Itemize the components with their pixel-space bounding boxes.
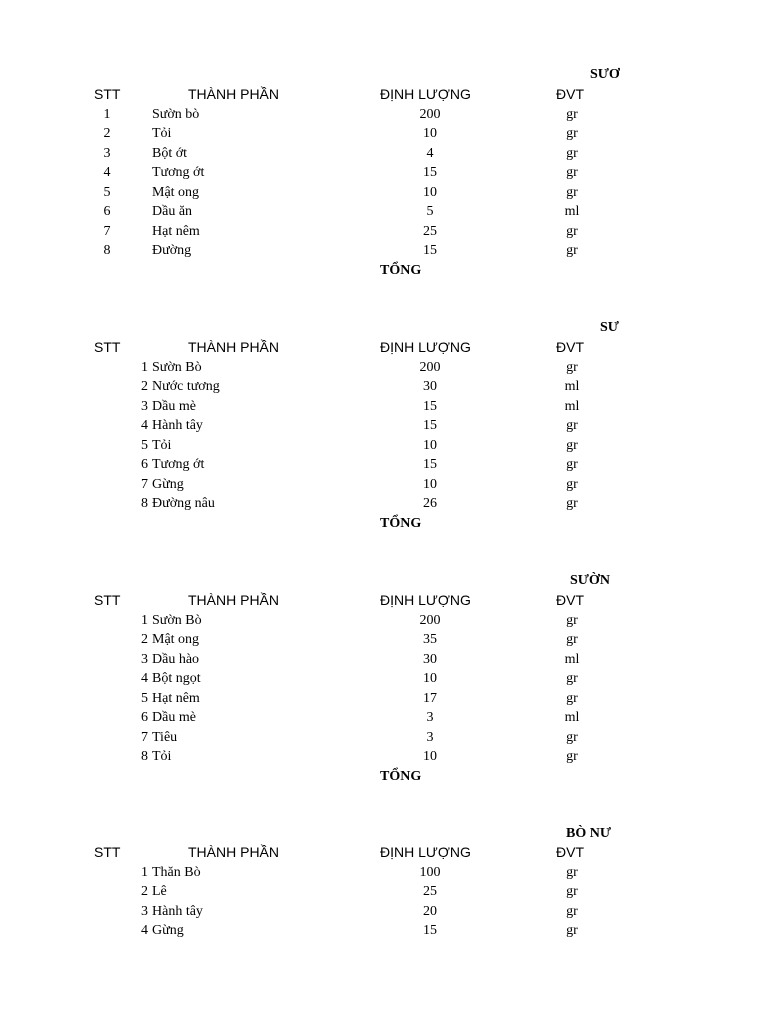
row-unit: gr [566, 418, 578, 433]
row-stt: 6 [141, 457, 148, 472]
column-header-row [0, 843, 768, 863]
column-header-row [0, 591, 768, 611]
row-quantity: 100 [419, 864, 441, 880]
row-unit: ml [564, 398, 580, 414]
table-row [0, 921, 768, 941]
row-ingredient: Tỏi [152, 749, 172, 764]
table-row [0, 436, 768, 456]
row-stt: 2 [141, 632, 148, 647]
row-quantity: 17 [423, 690, 437, 706]
row-stt: 2 [103, 126, 111, 141]
row-quantity: 26 [423, 496, 437, 511]
section-title: SƯỜN [570, 573, 610, 588]
row-stt: 7 [141, 476, 148, 492]
table-row [0, 494, 768, 514]
row-stt: 4 [141, 671, 148, 686]
total-label: TỔNG [380, 768, 422, 784]
header-stt: STT [94, 844, 121, 860]
row-unit: gr [566, 126, 578, 141]
row-quantity: 20 [423, 903, 437, 919]
row-quantity: 10 [423, 671, 437, 686]
row-quantity: 10 [423, 437, 437, 453]
row-ingredient: Bột ngọt [152, 671, 201, 686]
row-stt: 2 [141, 884, 148, 899]
row-ingredient: Sườn Bò [152, 359, 202, 375]
row-stt: 1 [141, 864, 148, 880]
row-quantity: 15 [423, 398, 437, 414]
header-unit: ĐVT [556, 592, 584, 608]
row-quantity: 10 [423, 126, 437, 141]
row-quantity: 3 [426, 729, 434, 745]
table-row [0, 455, 768, 475]
row-unit: gr [566, 359, 578, 375]
row-ingredient: Gừng [152, 923, 184, 938]
row-quantity: 15 [423, 457, 437, 472]
table-row [0, 708, 768, 728]
row-ingredient: Tương ớt [152, 457, 205, 472]
row-unit: gr [566, 457, 578, 472]
row-ingredient: Hạt nêm [152, 223, 200, 239]
table-row [0, 105, 768, 125]
row-quantity: 30 [423, 651, 437, 667]
table-row [0, 630, 768, 650]
row-unit: gr [566, 612, 578, 628]
total-row [0, 767, 768, 787]
table-row [0, 689, 768, 709]
row-unit: gr [566, 243, 578, 258]
section-title-row [0, 824, 768, 844]
row-ingredient: Tiêu [152, 729, 178, 745]
table-row [0, 416, 768, 436]
row-unit: gr [566, 223, 578, 239]
row-ingredient: Mật ong [152, 184, 200, 200]
row-unit: ml [564, 204, 580, 219]
row-ingredient: Sườn bò [152, 106, 200, 122]
row-ingredient: Bột ớt [152, 145, 188, 161]
row-stt: 8 [141, 496, 148, 511]
table-row [0, 863, 768, 883]
row-quantity: 35 [423, 632, 437, 647]
header-stt: STT [94, 339, 121, 355]
header-ingredient: THÀNH PHẦN [188, 339, 280, 355]
row-stt: 3 [103, 145, 111, 161]
row-stt: 4 [141, 923, 148, 938]
table-row [0, 728, 768, 748]
row-ingredient: Lê [152, 884, 167, 899]
row-stt: 3 [141, 651, 148, 667]
table-row [0, 747, 768, 767]
row-stt: 5 [103, 184, 111, 200]
header-quantity: ĐỊNH LƯỢNG [380, 844, 471, 860]
row-ingredient: Đường [152, 243, 192, 258]
table-row [0, 882, 768, 902]
header-quantity: ĐỊNH LƯỢNG [380, 86, 471, 102]
row-stt: 8 [141, 749, 148, 764]
table-row [0, 163, 768, 183]
header-ingredient: THÀNH PHẦN [188, 86, 280, 102]
table-row [0, 475, 768, 495]
row-stt: 2 [141, 379, 148, 394]
row-quantity: 15 [423, 923, 437, 938]
header-quantity: ĐỊNH LƯỢNG [380, 592, 471, 608]
row-ingredient: Nước tương [152, 379, 220, 394]
row-ingredient: Gừng [152, 476, 184, 492]
row-ingredient: Dầu mè [152, 710, 196, 725]
row-stt: 7 [141, 729, 148, 745]
total-label: TỔNG [380, 262, 422, 278]
row-quantity: 25 [423, 884, 437, 899]
row-unit: gr [566, 864, 578, 880]
header-quantity: ĐỊNH LƯỢNG [380, 339, 471, 355]
row-ingredient: Dầu mè [152, 398, 196, 414]
row-stt: 5 [141, 437, 148, 453]
section-title: BÒ NƯ [566, 826, 611, 841]
row-stt: 7 [103, 223, 111, 239]
header-unit: ĐVT [556, 339, 584, 355]
row-ingredient: Tỏi [152, 126, 172, 141]
row-unit: gr [566, 690, 578, 706]
row-ingredient: Tương ớt [152, 165, 205, 180]
section-title: SƯƠ [590, 67, 620, 82]
row-quantity: 200 [419, 612, 441, 628]
row-quantity: 200 [419, 106, 441, 122]
row-quantity: 10 [423, 184, 437, 200]
table-row [0, 669, 768, 689]
section-title: SƯ [600, 320, 619, 335]
column-header-row [0, 85, 768, 105]
row-stt: 3 [141, 398, 148, 414]
row-stt: 6 [141, 710, 148, 725]
row-ingredient: Thăn Bò [152, 864, 201, 880]
total-row [0, 514, 768, 534]
row-stt: 4 [103, 165, 111, 180]
row-unit: gr [566, 437, 578, 453]
table-row [0, 222, 768, 242]
table-row [0, 144, 768, 164]
row-unit: gr [566, 671, 578, 686]
row-unit: gr [566, 476, 578, 492]
row-ingredient: Dầu ăn [152, 204, 193, 219]
table-row [0, 124, 768, 144]
table-row [0, 241, 768, 261]
row-quantity: 4 [426, 145, 434, 161]
table-row [0, 358, 768, 378]
table-row [0, 183, 768, 203]
row-quantity: 30 [423, 379, 437, 394]
row-ingredient: Dầu hào [152, 651, 200, 667]
header-unit: ĐVT [556, 86, 584, 102]
row-unit: gr [566, 729, 578, 745]
row-ingredient: Đường nâu [152, 496, 215, 511]
row-unit: gr [566, 884, 578, 899]
column-header-row [0, 338, 768, 358]
row-unit: gr [566, 923, 578, 938]
row-ingredient: Tỏi [152, 437, 172, 453]
section-title-row [0, 318, 768, 338]
row-unit: ml [564, 710, 580, 725]
row-quantity: 3 [426, 710, 434, 725]
header-ingredient: THÀNH PHẦN [188, 844, 280, 860]
row-ingredient: Hành tây [152, 418, 203, 433]
row-unit: ml [564, 651, 580, 667]
row-unit: gr [566, 632, 578, 647]
row-ingredient: Sườn Bò [152, 612, 202, 628]
section-title-row [0, 65, 768, 85]
row-quantity: 10 [423, 749, 437, 764]
header-unit: ĐVT [556, 844, 584, 860]
row-quantity: 5 [426, 204, 434, 219]
row-unit: ml [564, 379, 580, 394]
section-title-row [0, 571, 768, 591]
row-stt: 1 [103, 106, 111, 122]
row-unit: gr [566, 749, 578, 764]
header-stt: STT [94, 592, 121, 608]
row-stt: 4 [141, 418, 148, 433]
row-stt: 3 [141, 903, 148, 919]
row-quantity: 25 [423, 223, 437, 239]
row-ingredient: Mật ong [152, 632, 200, 647]
total-label: TỔNG [380, 515, 422, 531]
row-quantity: 10 [423, 476, 437, 492]
row-quantity: 15 [423, 243, 437, 258]
row-unit: gr [566, 145, 578, 161]
row-stt: 1 [141, 612, 148, 628]
row-quantity: 200 [419, 359, 441, 375]
table-row [0, 202, 768, 222]
row-stt: 6 [103, 204, 111, 219]
row-unit: gr [566, 165, 578, 180]
row-unit: gr [566, 496, 578, 511]
row-unit: gr [566, 106, 578, 122]
table-row [0, 650, 768, 670]
table-row [0, 611, 768, 631]
header-ingredient: THÀNH PHẦN [188, 592, 280, 608]
row-unit: gr [566, 903, 578, 919]
header-stt: STT [94, 86, 121, 102]
row-quantity: 15 [423, 165, 437, 180]
row-stt: 5 [141, 690, 148, 706]
row-stt: 8 [103, 243, 111, 258]
table-row [0, 397, 768, 417]
row-unit: gr [566, 184, 578, 200]
row-ingredient: Hành tây [152, 903, 203, 919]
table-row [0, 902, 768, 922]
table-row [0, 377, 768, 397]
total-row [0, 261, 768, 281]
row-stt: 1 [141, 359, 148, 375]
row-ingredient: Hạt nêm [152, 690, 200, 706]
row-quantity: 15 [423, 418, 437, 433]
